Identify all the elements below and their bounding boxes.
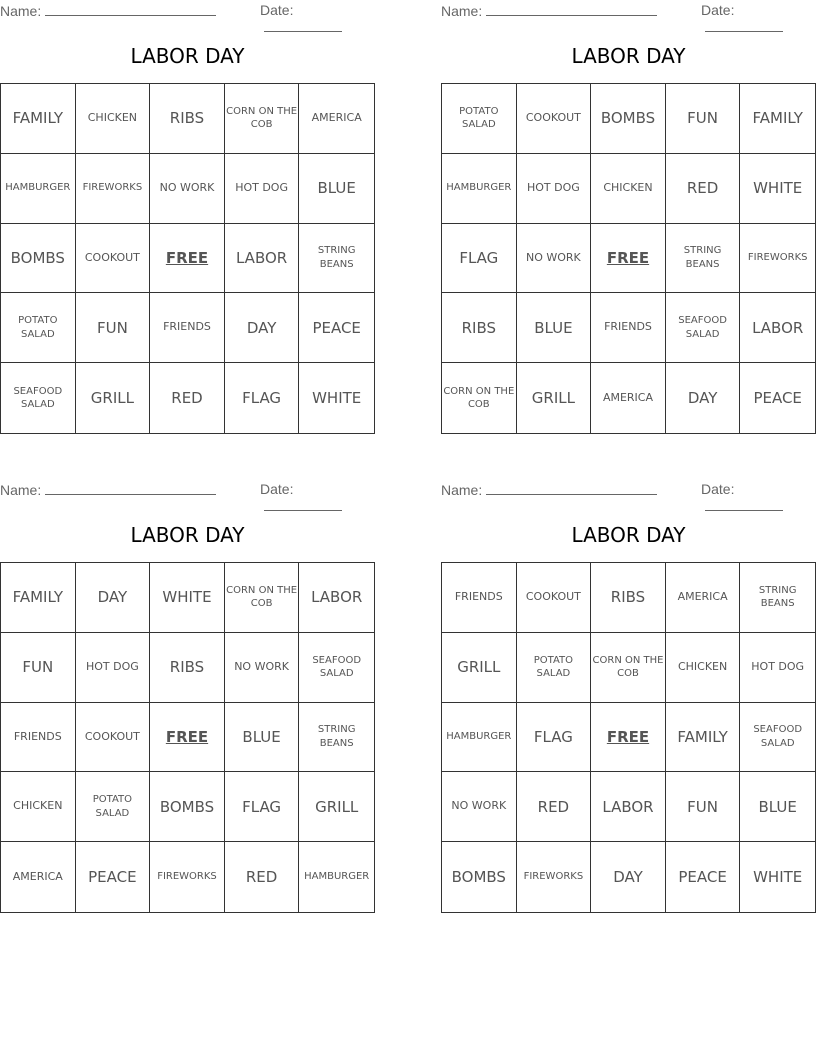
bingo-cell[interactable]: POTATO SALAD [76, 772, 151, 842]
bingo-cell[interactable]: COOKOUT [76, 224, 151, 294]
bingo-cell[interactable]: RIBS [150, 84, 225, 154]
bingo-cell[interactable]: COOKOUT [517, 563, 592, 633]
bingo-cell[interactable]: COOKOUT [76, 703, 151, 773]
bingo-cell[interactable]: RIBS [591, 563, 666, 633]
bingo-card-3 [0, 479, 375, 913]
bingo-card-2 [441, 0, 816, 434]
bingo-cell[interactable]: FUN [666, 84, 741, 154]
bingo-cell[interactable]: BOMBS [591, 84, 666, 154]
bingo-cell[interactable]: POTATO SALAD [517, 633, 592, 703]
bingo-cell[interactable]: FAMILY [1, 563, 76, 633]
bingo-cell[interactable]: CHICKEN [1, 772, 76, 842]
bingo-cell[interactable]: RED [666, 154, 741, 224]
bingo-cell[interactable]: SEAFOOD SALAD [1, 363, 76, 433]
bingo-card-1 [0, 0, 375, 434]
bingo-cell[interactable]: CORN ON THE COB [225, 563, 300, 633]
free-space-cell[interactable]: FREE [591, 703, 666, 773]
bingo-cell[interactable]: DAY [225, 293, 300, 363]
bingo-cell[interactable]: LABOR [225, 224, 300, 294]
bingo-cell[interactable]: HOT DOG [76, 633, 151, 703]
bingo-cell[interactable]: HAMBURGER [1, 154, 76, 224]
card-title: LABOR DAY [571, 523, 686, 547]
bingo-cell[interactable]: FUN [1, 633, 76, 703]
bingo-cell[interactable]: BOMBS [442, 842, 517, 912]
bingo-cell[interactable]: WHITE [740, 154, 815, 224]
card-title: LABOR DAY [130, 523, 245, 547]
bingo-grid [0, 83, 375, 434]
bingo-cell[interactable]: NO WORK [225, 633, 300, 703]
bingo-cell[interactable]: LABOR [299, 563, 374, 633]
bingo-grid [0, 562, 375, 913]
name-label: Name: [441, 3, 483, 19]
bingo-cell[interactable]: FRIENDS [1, 703, 76, 773]
date-field[interactable] [701, 481, 816, 514]
bingo-cell[interactable]: SEAFOOD SALAD [740, 703, 815, 773]
bingo-cell[interactable]: BOMBS [1, 224, 76, 294]
bingo-cell[interactable]: RED [225, 842, 300, 912]
bingo-cell[interactable]: FIREWORKS [517, 842, 592, 912]
date-blank-line[interactable] [705, 497, 783, 511]
bingo-cell[interactable]: HOT DOG [225, 154, 300, 224]
bingo-cell[interactable]: AMERICA [666, 563, 741, 633]
bingo-cell[interactable]: FAMILY [1, 84, 76, 154]
name-blank-line[interactable] [486, 481, 657, 495]
free-space-cell[interactable]: FREE [591, 224, 666, 294]
bingo-cell[interactable]: LABOR [740, 293, 815, 363]
bingo-cell[interactable]: NO WORK [517, 224, 592, 294]
bingo-cell[interactable]: CHICKEN [591, 154, 666, 224]
bingo-cell[interactable]: HOT DOG [740, 633, 815, 703]
date-field[interactable] [701, 2, 816, 35]
date-blank-line[interactable] [264, 497, 342, 511]
bingo-cell[interactable]: FLAG [442, 224, 517, 294]
free-space-cell[interactable]: FREE [150, 703, 225, 773]
bingo-cell[interactable]: FIREWORKS [740, 224, 815, 294]
bingo-cell[interactable]: NO WORK [150, 154, 225, 224]
bingo-grid [441, 83, 816, 434]
bingo-cell[interactable]: DAY [666, 363, 741, 433]
date-field[interactable] [260, 481, 375, 514]
bingo-cell[interactable]: FRIENDS [591, 293, 666, 363]
bingo-cell[interactable]: HOT DOG [517, 154, 592, 224]
bingo-cell[interactable]: HAMBURGER [442, 154, 517, 224]
bingo-cell[interactable]: RED [150, 363, 225, 433]
bingo-cell[interactable]: FRIENDS [442, 563, 517, 633]
bingo-cell[interactable]: FRIENDS [150, 293, 225, 363]
date-blank-line[interactable] [705, 18, 783, 32]
bingo-cell[interactable]: DAY [591, 842, 666, 912]
bingo-cell[interactable]: STRING BEANS [299, 224, 374, 294]
name-date-header [0, 481, 375, 499]
bingo-cell[interactable]: BLUE [517, 293, 592, 363]
name-label: Name: [441, 482, 483, 498]
bingo-cell[interactable]: NO WORK [442, 772, 517, 842]
name-label: Name: [0, 482, 42, 498]
bingo-cell[interactable]: CORN ON THE COB [442, 363, 517, 433]
bingo-cell[interactable]: POTATO SALAD [442, 84, 517, 154]
bingo-cell[interactable]: AMERICA [299, 84, 374, 154]
name-field[interactable] [441, 481, 657, 498]
bingo-cell[interactable]: BOMBS [150, 772, 225, 842]
date-label: Date: [701, 481, 735, 497]
date-blank-line[interactable] [264, 18, 342, 32]
bingo-cell[interactable]: FLAG [517, 703, 592, 773]
bingo-cell[interactable]: STRING BEANS [666, 224, 741, 294]
bingo-cell[interactable]: GRILL [76, 363, 151, 433]
bingo-cell[interactable]: FIREWORKS [76, 154, 151, 224]
date-label: Date: [260, 481, 294, 497]
bingo-cell[interactable]: PEACE [753, 388, 802, 407]
bingo-cell[interactable]: LABOR [591, 772, 666, 842]
bingo-cell[interactable]: CHICKEN [76, 84, 151, 154]
name-blank-line[interactable] [486, 2, 657, 16]
date-field[interactable] [260, 2, 375, 35]
bingo-cell[interactable]: DAY [76, 563, 151, 633]
name-field[interactable] [0, 481, 216, 498]
bingo-cell[interactable]: WHITE [312, 388, 362, 407]
bingo-cell[interactable]: FUN [76, 293, 151, 363]
name-field[interactable] [0, 2, 216, 19]
bingo-cell[interactable]: STRING BEANS [299, 703, 374, 773]
bingo-cell[interactable]: FLAG [225, 772, 300, 842]
bingo-cell[interactable]: RIBS [442, 293, 517, 363]
bingo-cell[interactable]: FLAG [225, 363, 300, 433]
bingo-cell[interactable]: GRILL [517, 363, 592, 433]
bingo-cell[interactable]: SEAFOOD SALAD [299, 633, 374, 703]
bingo-grid [441, 562, 816, 913]
bingo-cell[interactable]: GRILL [299, 772, 374, 842]
free-space-cell[interactable]: FREE [150, 224, 225, 294]
bingo-cell[interactable]: SEAFOOD SALAD [666, 293, 741, 363]
bingo-cell[interactable]: COOKOUT [517, 84, 592, 154]
date-label: Date: [260, 2, 294, 18]
bingo-cell[interactable]: BLUE [225, 703, 300, 773]
name-blank-line[interactable] [45, 2, 216, 16]
bingo-cell[interactable]: PEACE [299, 293, 374, 363]
bingo-cell[interactable]: FIREWORKS [150, 842, 225, 912]
bingo-cell[interactable]: WHITE [753, 867, 803, 886]
bingo-cell[interactable]: RED [517, 772, 592, 842]
name-date-header [441, 481, 816, 499]
bingo-cell[interactable]: RIBS [150, 633, 225, 703]
bingo-cell[interactable]: AMERICA [591, 363, 666, 433]
bingo-cell[interactable]: STRING BEANS [740, 563, 815, 633]
bingo-cell[interactable]: WHITE [150, 563, 225, 633]
bingo-cell[interactable]: PEACE [76, 842, 151, 912]
bingo-cell[interactable]: POTATO SALAD [1, 293, 76, 363]
bingo-cell[interactable]: BLUE [740, 772, 815, 842]
bingo-cell[interactable]: CHICKEN [666, 633, 741, 703]
bingo-cell[interactable]: HAMBURGER [442, 703, 517, 773]
bingo-cell[interactable]: FUN [666, 772, 741, 842]
date-label: Date: [701, 2, 735, 18]
bingo-cell[interactable]: GRILL [442, 633, 517, 703]
name-label: Name: [0, 3, 42, 19]
bingo-card-4 [441, 479, 816, 913]
bingo-cell[interactable]: AMERICA [1, 842, 76, 912]
bingo-cell[interactable]: HAMBURGER [304, 871, 370, 883]
card-title: LABOR DAY [571, 44, 686, 68]
name-field[interactable] [441, 2, 657, 19]
name-blank-line[interactable] [45, 481, 216, 495]
card-title: LABOR DAY [130, 44, 245, 68]
name-date-header [0, 2, 375, 20]
bingo-cell[interactable]: BLUE [299, 154, 374, 224]
bingo-cell[interactable]: CORN ON THE COB [591, 633, 666, 703]
bingo-cell[interactable]: FAMILY [740, 84, 815, 154]
bingo-cell[interactable]: PEACE [666, 842, 741, 912]
bingo-cell[interactable]: CORN ON THE COB [225, 84, 300, 154]
name-date-header [441, 2, 816, 20]
bingo-cell[interactable]: FAMILY [666, 703, 741, 773]
